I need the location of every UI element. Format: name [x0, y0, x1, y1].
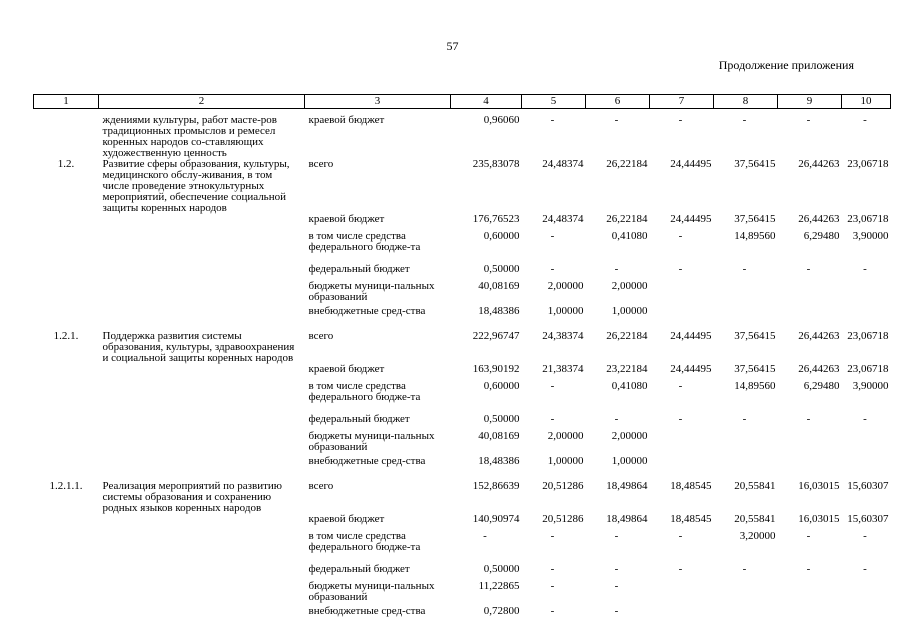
value-col-6: 23,22184 — [606, 363, 648, 375]
column-header-2: 2 — [99, 95, 305, 109]
value-col-8 — [714, 606, 778, 631]
value-col-4: - — [483, 530, 487, 542]
value-col-7: 24,44495 — [670, 363, 712, 375]
value-col-9: - — [806, 530, 811, 542]
table-row — [34, 231, 891, 264]
value-col-5: 2,00000 — [547, 430, 584, 442]
column-header-8: 8 — [714, 95, 778, 109]
value-col-8: 3,20000 — [739, 530, 776, 542]
value-col-8: - — [742, 563, 747, 575]
item-name — [99, 531, 305, 564]
value-col-4: 0,50000 — [483, 563, 520, 575]
value-col-6: 26,22184 — [606, 330, 648, 342]
funding-source: федеральный бюджет — [308, 563, 410, 575]
item-name: Развитие сферы образования, культуры, медицинского обслу-живания, в том числе проведение этнокультурных мероприятий, обеспечение социальной защиты коренных народов — [102, 158, 290, 214]
value-col-7: 24,44495 — [670, 213, 712, 225]
item-number — [34, 231, 99, 264]
table-row — [34, 581, 891, 606]
continuation-label: Продолжение приложения — [718, 58, 854, 72]
value-col-8: 14,89560 — [734, 230, 776, 242]
value-col-5: - — [550, 263, 555, 275]
column-header-3: 3 — [305, 95, 451, 109]
value-col-8: 20,55841 — [734, 480, 776, 492]
value-col-5: - — [550, 413, 555, 425]
value-col-9: 26,44263 — [798, 213, 840, 225]
value-col-5: - — [550, 380, 555, 392]
item-number: 1.2.1. — [53, 330, 79, 342]
value-col-4: 0,50000 — [483, 413, 520, 425]
value-col-4: 18,48386 — [478, 305, 520, 317]
value-col-9: 26,44263 — [798, 330, 840, 342]
table-row — [34, 531, 891, 564]
item-number — [34, 581, 99, 606]
value-col-8: 14,89560 — [734, 380, 776, 392]
item-number: 1.2. — [57, 158, 75, 170]
value-col-4: 140,90974 — [472, 513, 520, 525]
value-col-6: - — [614, 580, 619, 592]
item-name — [99, 231, 305, 264]
value-col-6: - — [614, 114, 619, 126]
table-header-row — [34, 95, 891, 109]
table-row — [34, 606, 891, 631]
value-col-9: 26,44263 — [798, 158, 840, 170]
value-col-8 — [714, 456, 778, 481]
item-name: ждениями культуры, работ масте-ров традиционных промыслов и ремесел коренных народов со-ставляющих художественную ценность — [102, 114, 277, 159]
item-number — [34, 264, 99, 281]
value-col-5: 1,00000 — [547, 455, 584, 467]
value-col-10 — [842, 581, 891, 606]
value-col-7: - — [678, 380, 683, 392]
value-col-6: 18,49864 — [606, 513, 648, 525]
table-row — [34, 109, 891, 160]
value-col-8: 20,55841 — [734, 513, 776, 525]
item-name — [99, 431, 305, 456]
value-col-10: 15,60307 — [847, 513, 889, 525]
item-number — [34, 364, 99, 381]
item-number — [34, 109, 99, 160]
value-col-7: 24,44495 — [670, 330, 712, 342]
item-name — [99, 456, 305, 481]
value-col-9 — [778, 581, 842, 606]
value-col-7 — [650, 306, 714, 331]
value-col-10: - — [863, 413, 867, 425]
value-col-4: 0,60000 — [483, 230, 520, 242]
value-col-9 — [778, 456, 842, 481]
value-col-4: 222,96747 — [472, 330, 520, 342]
funding-source: бюджеты муници-пальных образований — [308, 430, 435, 453]
value-col-6: 0,41080 — [611, 230, 648, 242]
value-col-10 — [842, 281, 891, 306]
value-col-8 — [714, 281, 778, 306]
funding-source: внебюджетные сред-ства — [308, 605, 426, 617]
value-col-5: - — [550, 530, 555, 542]
value-col-7: - — [678, 413, 683, 425]
value-col-5: - — [550, 580, 555, 592]
value-col-7: - — [678, 563, 683, 575]
table-row — [34, 281, 891, 306]
item-name — [99, 364, 305, 381]
value-col-7: 24,44495 — [670, 158, 712, 170]
value-col-4: 40,08169 — [478, 430, 520, 442]
value-col-6: 1,00000 — [611, 305, 648, 317]
item-name — [99, 281, 305, 306]
funding-source: бюджеты муници-пальных образований — [308, 580, 435, 603]
value-col-8: 37,56415 — [734, 363, 776, 375]
value-col-6: 2,00000 — [611, 430, 648, 442]
funding-source: всего — [308, 158, 334, 170]
value-col-8: - — [742, 263, 747, 275]
item-number — [34, 514, 99, 531]
column-header-7: 7 — [650, 95, 714, 109]
table-row — [34, 564, 891, 581]
table-row — [34, 381, 891, 414]
value-col-10 — [842, 456, 891, 481]
funding-source: внебюджетные сред-ства — [308, 305, 426, 317]
value-col-4: 176,76523 — [472, 213, 520, 225]
budget-table — [33, 94, 891, 631]
value-col-9: 16,03015 — [798, 513, 840, 525]
item-name — [99, 414, 305, 431]
table-row — [34, 514, 891, 531]
item-number — [34, 281, 99, 306]
value-col-9: 26,44263 — [798, 363, 840, 375]
value-col-5: - — [550, 114, 555, 126]
funding-source: краевой бюджет — [308, 513, 385, 525]
funding-source: краевой бюджет — [308, 363, 385, 375]
column-header-6: 6 — [586, 95, 650, 109]
item-name — [99, 306, 305, 331]
value-col-5: 24,38374 — [542, 330, 584, 342]
table-row — [34, 331, 891, 364]
page-number: 57 — [446, 39, 459, 53]
item-number — [34, 214, 99, 231]
item-number — [34, 431, 99, 456]
value-col-10 — [842, 606, 891, 631]
value-col-10: - — [863, 563, 867, 575]
item-number — [34, 564, 99, 581]
value-col-10: 23,06718 — [847, 213, 889, 225]
value-col-5: 21,38374 — [542, 363, 584, 375]
value-col-4: 0,72800 — [483, 605, 520, 617]
funding-source: в том числе средства федерального бюдже-та — [308, 230, 421, 253]
value-col-5: - — [550, 563, 555, 575]
item-name: Реализация мероприятий по развитию системы образования и сохранению родных языков коренных народов — [102, 480, 283, 514]
funding-source: краевой бюджет — [308, 213, 385, 225]
value-col-10: 23,06718 — [847, 158, 889, 170]
value-col-5: - — [550, 230, 555, 242]
funding-source: краевой бюджет — [308, 114, 385, 126]
value-col-8: 37,56415 — [734, 158, 776, 170]
value-col-10: - — [863, 530, 867, 542]
table-row — [34, 214, 891, 231]
item-number: 1.2.1.1. — [49, 480, 83, 492]
value-col-6: - — [614, 263, 619, 275]
table-row — [34, 364, 891, 381]
value-col-6: - — [614, 413, 619, 425]
value-col-5: 24,48374 — [542, 213, 584, 225]
value-col-8 — [714, 306, 778, 331]
table-row — [34, 414, 891, 431]
value-col-8: 37,56415 — [734, 330, 776, 342]
item-number — [34, 456, 99, 481]
column-header-4: 4 — [451, 95, 522, 109]
funding-source: всего — [308, 480, 334, 492]
item-name — [99, 514, 305, 531]
item-number — [34, 606, 99, 631]
value-col-10 — [842, 431, 891, 456]
item-name — [99, 581, 305, 606]
value-col-9 — [778, 431, 842, 456]
value-col-6: 1,00000 — [611, 455, 648, 467]
value-col-5: 2,00000 — [547, 280, 584, 292]
value-col-9: 6,29480 — [803, 380, 840, 392]
funding-source: федеральный бюджет — [308, 263, 410, 275]
value-col-9 — [778, 606, 842, 631]
funding-source: бюджеты муници-пальных образований — [308, 280, 435, 303]
item-number — [34, 531, 99, 564]
value-col-9: - — [806, 563, 811, 575]
value-col-4: 0,60000 — [483, 380, 520, 392]
value-col-6: - — [614, 530, 619, 542]
value-col-4: 0,96060 — [483, 114, 520, 126]
value-col-10: - — [863, 114, 867, 126]
item-name — [99, 606, 305, 631]
column-header-9: 9 — [778, 95, 842, 109]
item-name — [99, 381, 305, 414]
value-col-5: 24,48374 — [542, 158, 584, 170]
value-col-10 — [842, 306, 891, 331]
value-col-9: 16,03015 — [798, 480, 840, 492]
value-col-9: - — [806, 263, 811, 275]
value-col-7: 18,48545 — [670, 480, 712, 492]
funding-source: федеральный бюджет — [308, 413, 410, 425]
column-header-5: 5 — [522, 95, 586, 109]
value-col-9 — [778, 281, 842, 306]
funding-source: всего — [308, 330, 334, 342]
value-col-5: 20,51286 — [542, 513, 584, 525]
value-col-6: - — [614, 605, 619, 617]
value-col-4: 163,90192 — [472, 363, 520, 375]
value-col-10: 23,06718 — [847, 330, 889, 342]
value-col-7 — [650, 431, 714, 456]
value-col-6: 18,49864 — [606, 480, 648, 492]
column-header-10: 10 — [842, 95, 891, 109]
value-col-4: 0,50000 — [483, 263, 520, 275]
value-col-7: - — [678, 263, 683, 275]
funding-source: в том числе средства федерального бюдже-та — [308, 530, 421, 553]
table-row — [34, 481, 891, 514]
value-col-7 — [650, 281, 714, 306]
value-col-6: - — [614, 563, 619, 575]
value-col-9 — [778, 306, 842, 331]
funding-source: в том числе средства федерального бюдже-та — [308, 380, 421, 403]
value-col-10: - — [863, 263, 867, 275]
funding-source: внебюджетные сред-ства — [308, 455, 426, 467]
value-col-7: 18,48545 — [670, 513, 712, 525]
value-col-10: 3,90000 — [852, 230, 889, 242]
value-col-8: - — [742, 114, 747, 126]
value-col-8 — [714, 581, 778, 606]
value-col-5: 1,00000 — [547, 305, 584, 317]
item-name — [99, 214, 305, 231]
table-row — [34, 306, 891, 331]
value-col-4: 235,83078 — [472, 158, 520, 170]
value-col-4: 11,22865 — [478, 580, 520, 592]
value-col-4: 18,48386 — [478, 455, 520, 467]
value-col-6: 26,22184 — [606, 158, 648, 170]
table-row — [34, 264, 891, 281]
value-col-4: 40,08169 — [478, 280, 520, 292]
value-col-7: - — [678, 530, 683, 542]
value-col-7 — [650, 456, 714, 481]
item-number — [34, 306, 99, 331]
value-col-7 — [650, 581, 714, 606]
value-col-5: - — [550, 605, 555, 617]
column-header-1: 1 — [34, 95, 99, 109]
value-col-10: 15,60307 — [847, 480, 889, 492]
value-col-8: - — [742, 413, 747, 425]
item-name — [99, 264, 305, 281]
table-row — [34, 159, 891, 214]
value-col-10: 23,06718 — [847, 363, 889, 375]
item-name: Поддержка развития системы образования, культуры, здравоохранения и социальной защиты коренных народов — [102, 330, 295, 364]
value-col-8: 37,56415 — [734, 213, 776, 225]
value-col-7: - — [678, 230, 683, 242]
value-col-8 — [714, 431, 778, 456]
value-col-6: 0,41080 — [611, 380, 648, 392]
value-col-7: - — [678, 114, 683, 126]
table-row — [34, 456, 891, 481]
value-col-9: 6,29480 — [803, 230, 840, 242]
value-col-9: - — [806, 413, 811, 425]
item-number — [34, 381, 99, 414]
value-col-7 — [650, 606, 714, 631]
value-col-6: 26,22184 — [606, 213, 648, 225]
item-number — [34, 414, 99, 431]
value-col-6: 2,00000 — [611, 280, 648, 292]
value-col-9: - — [806, 114, 811, 126]
table-row — [34, 431, 891, 456]
value-col-4: 152,86639 — [472, 480, 520, 492]
value-col-5: 20,51286 — [542, 480, 584, 492]
value-col-10: 3,90000 — [852, 380, 889, 392]
item-name — [99, 564, 305, 581]
